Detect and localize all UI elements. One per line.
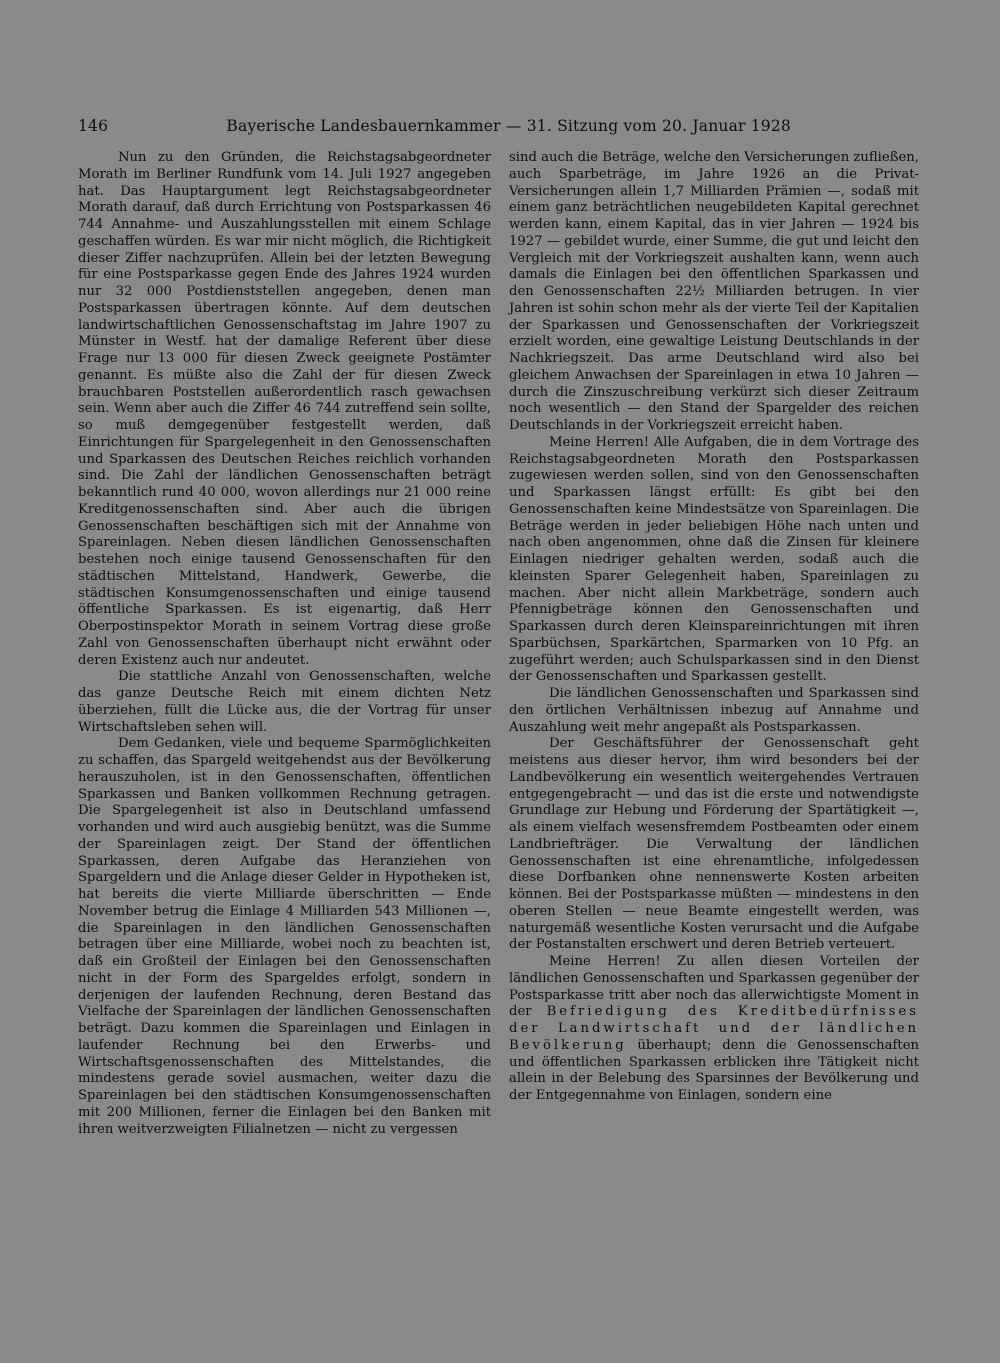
paragraph: Meine Herren! Alle Aufgaben, die in dem Vortrage des Reichstagsabgeordneten Morath den Postsparkassen zugewiesen werden sollen, sind von den Genossenschaften und Sparkassen längst erfüllt: Es gibt bei den Genossenschaften keine Mindestsätze von Spareinlagen. Die Beträge werden in jeder beliebigen Höhe nach unten und nach oben angenommen, ohne daß die Zinsen für kleinere Einlagen niedriger gehalten werden, sodaß auch die kleinsten Sparer Gelegenheit haben, Spareinlagen zu machen. Aber nicht allein Markbeträge, sondern auch Pfennigbeträge können den Genossenschaften und Sparkassen durch deren Kleinspareinrichtungen mit ihren Sparbüchsen, Sparkärtchen, Sparmarken von 10 Pfg. an zugeführt werden; auch Schulsparkassen sind in den Dienst der Genossenschaften und Sparkassen gestellt. — [509, 434, 919, 685]
paragraph: Nun zu den Gründen, die Reichstagsabgeordneter Morath im Berliner Rundfunk vom 14. Juli 1927 angegeben hat. Das Hauptargument legt Reichstagsabgeordneter Morath darauf, daß durch Errichtung von Postsparkassen 46 744 Annahme- und Auszahlungsstellen mit einem Schlage geschaffen würden. Es war mir nicht möglich, die Richtigkeit dieser Ziffer nachzuprüfen. Allein bei der letzten Bewegung für eine Postsparkasse gegen Ende des Jahres 1924 wurden nur 32 000 Postdienststellen angegeben, denen man Postsparkassen übertragen könnte. Auf dem deutschen landwirtschaftlichen Genossenschaftstag im Jahre 1907 zu Münster in Westf. hat der damalige Referent über diese Frage nur 13 000 für diesen Zweck geeignete Postämter genannt. Es müßte also die Zahl der für diesen Zweck brauchbaren Poststellen außerordentlich rasch gewachsen sein. Wenn aber auch die Ziffer 46 744 zutreffend sein sollte, so muß demgegenüber festgestellt werden, daß Einrichtungen für Spargelegenheit in den Genossenschaften und Sparkassen des Deutschen Reiches reichlich vorhanden sind. Die Zahl der ländlichen Genossenschaften beträgt bekanntlich rund 40 000, wovon allerdings nur 21 000 reine Kreditgenossenschaften sind. Aber auch die übrigen Genossenschaften beschäftigen sich mit der Annahme von Spareinlagen. Neben diesen ländlichen Genossenschaften bestehen noch einige tausend Genossenschaften für den städtischen Mittelstand, Handwerk, Gewerbe, die städtischen Konsumgenossenschaften und einige tausend öffentliche Sparkassen. Es ist eigenartig, daß Herr Oberpostinspektor Morath in seinem Vortrag diese große Zahl von Genossenschaften überhaupt nicht erwähnt oder deren Existenz auch nur andeutet. — [78, 150, 491, 668]
paragraph: Der Geschäftsführer der Genossenschaft geht meistens aus dieser hervor, ihm wird besonders bei der Landbevölkerung ein wesentlich weitergehendes Vertrauen entgegengebracht — und das ist die erste und notwendigste Grundlage zur Hebung und Förderung der Spartätigkeit —, als einem vielfach wesensfremdem Postbeamten oder einem Landbriefträger. Die Verwaltung der ländlichen Genossenschaften ist eine ehrenamtliche, infolgedessen diese Dorfbanken ohne nennenswerte Kosten arbeiten können. Bei der Postsparkasse müßten — mindestens in den oberen Stellen — neue Beamte eingestellt werden, was naturgemäß wesentliche Kosten verursacht und die Aufgabe der Postanstalten erschwert und deren Betrieb verteuert. — [509, 736, 919, 953]
right-column — [509, 150, 919, 1105]
paragraph: Die ländlichen Genossenschaften und Sparkassen sind den örtlichen Verhältnissen inbezug auf Annahme und Auszahlung weit mehr angepaßt als Postsparkassen. — [509, 686, 919, 735]
paragraph: Dem Gedanken, viele und bequeme Sparmöglichkeiten zu schaffen, das Spargeld weitgehendst aus der Bevölkerung herauszuholen, ist in den Genossenschaften, öffentlichen Sparkassen und Banken vollkommen Rechnung getragen. Die Spargelegenheit ist also in Deutschland umfassend vorhanden und wird auch ausgiebig benützt, was die Summe der Spareinlagen zeigt. Der Stand der öffentlichen Sparkassen, deren Aufgabe das Heranziehen von Spargeldern und die Anlage dieser Gelder in Hypotheken ist, hat bereits die vierte Milliarde überschritten — Ende November betrug die Einlage 4 Milliarden 543 Millionen —, die Spareinlagen in den ländlichen Genossenschaften betragen über eine Milliarde, wobei noch zu beachten ist, daß ein Großteil der Einlagen bei den Genossenschaften nicht in der Form des Spargeldes erfolgt, sondern in derjenigen der laufenden Rechnung, deren Bestand das Vielfache der Spareinlagen der ländlichen Genossenschaften beträgt. Dazu kommen die Spareinlagen und Einlagen in laufender Rechnung bei den Erwerbs- und Wirtschaftsgenossenschaften des Mittelstandes, die mindestens gerade soviel ausmachen, weiter dazu die Spareinlagen bei den städtischen Konsumgenossenschaften mit 200 Millionen, ferner die Einlagen bei den Banken mit ihren weitverzweigten Filialnetzen — nicht zu vergessen — [78, 736, 491, 1137]
paragraph: sind auch die Beträge, welche den Versicherungen zufließen, auch Sparbeträge, im Jahre 1926 an die Privat-Versicherungen allein 1,7 Milliarden Prämien —, sodaß mit einem ganz beträchtlichen neugebildeten Kapital gerechnet werden kann, einem Kapital, das in vier Jahren — 1924 bis 1927 — gebildet wurde, einer Summe, die gut und leicht den Vergleich mit der Vorkriegszeit aushalten kann, wenn auch damals die Einlagen bei den öffentlichen Sparkassen und den Genossenschaften 22½ Milliarden betrugen. In vier Jahren ist sohin schon mehr als der vierte Teil der Kapitalien der Sparkassen und Genossenschaften der Vorkriegszeit erzielt worden, eine gewaltige Leistung Deutschlands in der Nachkriegszeit. Das arme Deutschland wird also bei gleichem Anwachsen der Spareinlagen in etwa 10 Jahren — durch die Zinszuschreibung verkürzt sich dieser Zeitraum noch wesentlich — den Stand der Spargelder des reichen Deutschlands in der Vorkriegszeit erreicht haben. — [509, 150, 919, 433]
paragraph — [509, 954, 919, 1105]
running-title: Bayerische Landesbauernkammer — 31. Sitzung vom 20. Januar 1928 — [226, 117, 791, 135]
page-number: 146 — [78, 117, 109, 135]
left-column — [78, 150, 491, 1138]
paragraph-text: überhaupt; denn die Genossenschaften und öffentlichen Sparkassen erblicken ihre Tätigkeit nicht allein in der Belebung des Sparsinnes der Bevölkerung und der Entgegennahme von Einlagen, sondern eine — [509, 1037, 919, 1103]
emphasized-text: Befriedigung des Kreditbedürfnisses der Landwirtschaft und der ländlichen Bevölkerung — [509, 1004, 920, 1053]
paragraph-text: Meine Herren! Zu allen diesen Vorteilen der ländlichen Genossenschaften und Sparkassen gegenüber der Postsparkasse tritt aber noch das allerwichtigste Moment in der — [509, 954, 919, 1020]
paragraph: Die stattliche Anzahl von Genossenschaften, welche das ganze Deutsche Reich mit einem dichten Netz überziehen, füllt die Lücke aus, die der Vortrag für unser Wirtschaftsleben sehen will. — [78, 669, 491, 735]
page-header — [78, 117, 791, 139]
